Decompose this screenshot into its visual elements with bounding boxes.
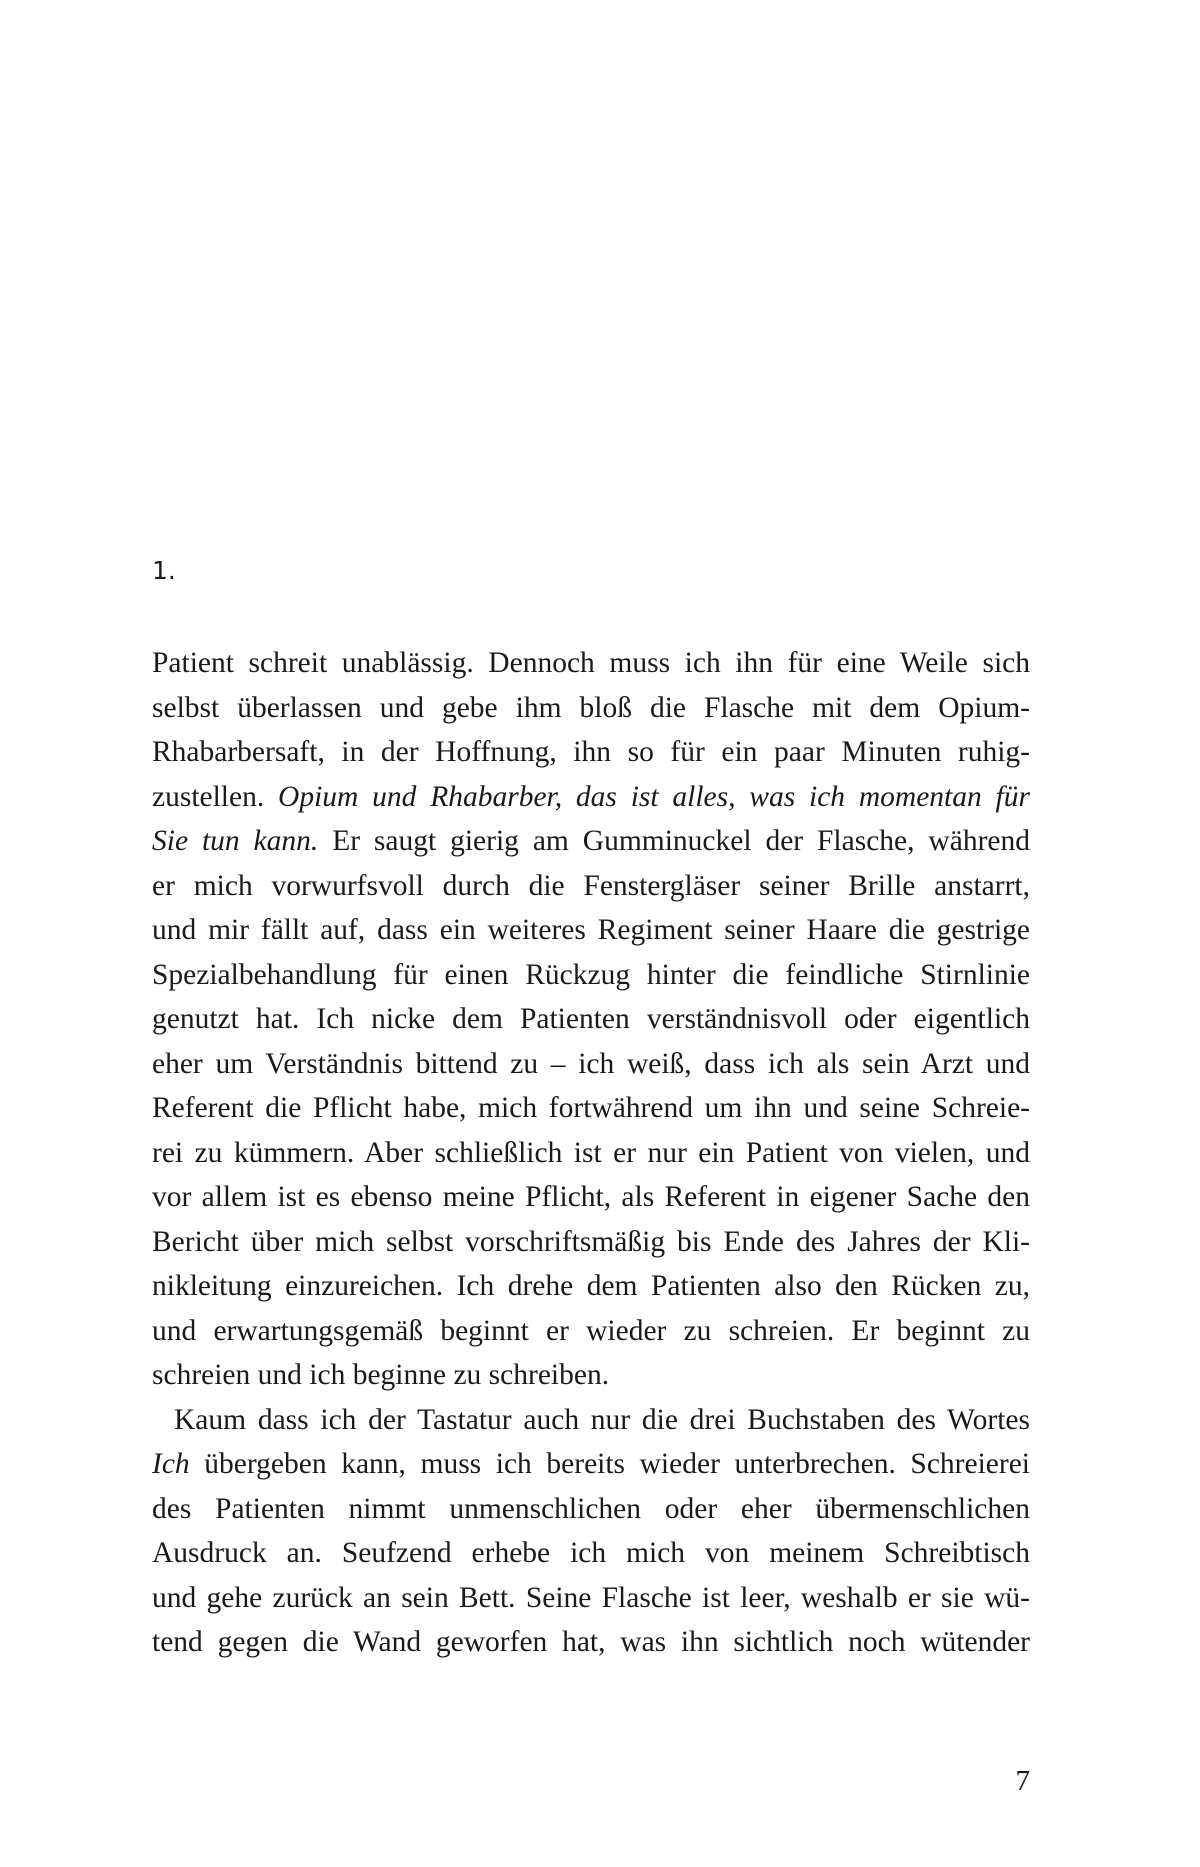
text-segment: Kaum dass ich der Tastatur auch nur die drei Buchstaben des Wortes [174,1403,1030,1436]
text-line [152,997,1030,1042]
text-line [152,775,1030,820]
text-line [152,641,1030,686]
paragraph [152,641,1030,1398]
chapter-number: 1. [152,556,176,585]
text-line [152,819,1030,864]
text-segment: und erwartungsgemäß beginnt er wieder zu schreien. Er beginnt zu [152,1314,1030,1347]
italic-text-segment: Ich [152,1448,190,1480]
text-segment: Bericht über mich selbst vorschriftsmäßig bis Ende des Jahres der Kli- [152,1225,1030,1258]
text-line [152,1487,1030,1532]
text-segment: vor allem ist es ebenso meine Pflicht, als Referent in eigener Sache den [152,1181,1030,1213]
text-segment: Referent die Pflicht habe, mich fortwährend um ihn und seine Schreie- [152,1092,1030,1124]
text-segment: Rhabarbersaft, in der Hoffnung, ihn so für ein paar Minuten ruhig- [152,736,1030,768]
text-line [152,1175,1030,1220]
text-line [152,864,1030,909]
text-segment: Er saugt gierig am Gumminuckel der Flasche, während [318,825,1030,857]
text-line [152,1086,1030,1131]
text-segment: eher um Verständnis bittend zu – ich weiß, dass ich als sein Arzt und [152,1047,1030,1080]
text-segment: nikleitung einzureichen. Ich drehe dem Patienten also den Rücken zu, [152,1270,1030,1302]
text-segment: genutzt hat. Ich nicke dem Patienten verständnisvoll oder eigentlich [152,1003,1030,1035]
text-line [152,686,1030,731]
text-line [152,1576,1030,1621]
text-line [152,1620,1030,1665]
text-line [152,1264,1030,1309]
text-line [152,1531,1030,1576]
text-segment: und gehe zurück an sein Bett. Seine Flasche ist leer, weshalb er sie wü- [152,1581,1030,1614]
text-segment: zustellen. [152,780,279,813]
text-segment: Patient schreit unablässig. Dennoch muss ich ihn für eine Weile sich [152,647,1030,679]
text-line [152,1442,1030,1487]
text-line [152,1353,1030,1398]
text-line [152,1220,1030,1265]
text-segment: und mir fällt auf, dass ein weiteres Regiment seiner Haare die gestrige [152,914,1030,946]
text-segment: Ausdruck an. Seufzend erhebe ich mich von meinem Schreibtisch [152,1537,1030,1569]
page-number: 7 [1015,1765,1030,1797]
italic-text-segment: Sie tun kann. [152,825,319,857]
text-line [152,953,1030,998]
text-line [152,1131,1030,1176]
italic-text-segment: Opium und Rhabarber, das ist alles, was ich momentan für [278,780,1030,813]
text-segment: des Patienten nimmt unmenschlichen oder eher übermenschlichen [152,1492,1030,1525]
body-text [152,641,1030,1665]
text-line [152,1309,1030,1354]
text-segment: übergeben kann, muss ich bereits wieder unterbrechen. Schreierei [189,1448,1030,1480]
text-line [152,908,1030,953]
text-line [152,1398,1030,1443]
text-segment: selbst überlassen und gebe ihm bloß die Flasche mit dem Opium- [152,691,1030,724]
text-line [152,1042,1030,1087]
text-segment: er mich vorwurfsvoll durch die Fenstergläser seiner Brille anstarrt, [152,869,1030,902]
text-segment: Spezialbehandlung für einen Rückzug hinter die feindliche Stirnlinie [152,958,1030,991]
text-line [152,730,1030,775]
text-segment: rei zu kümmern. Aber schließlich ist er nur ein Patient von vielen, und [152,1136,1030,1169]
text-segment: tend gegen die Wand geworfen hat, was ihn sichtlich noch wütender [152,1626,1030,1658]
text-segment: schreien und ich beginne zu schreiben. [152,1359,610,1391]
paragraph [152,1398,1030,1665]
